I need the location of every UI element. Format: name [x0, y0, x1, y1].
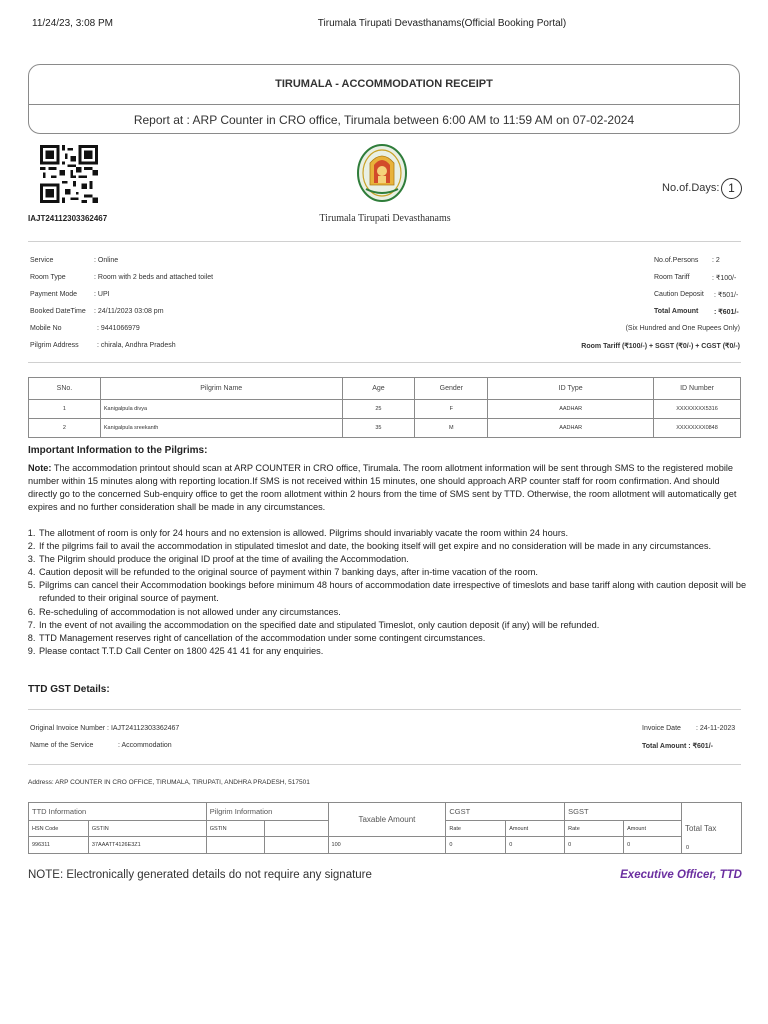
- column-header: ID Type: [488, 378, 654, 400]
- hsn-code-header: HSN Code: [29, 821, 89, 837]
- signatory: Executive Officer, TTD: [620, 869, 742, 881]
- sgst-rate-header: Rate: [565, 821, 624, 837]
- total-tax-header: [681, 803, 741, 854]
- table-cell: M: [415, 419, 488, 438]
- total-tax-label: Total Tax: [684, 823, 717, 833]
- pilgrim-gstin-header: GSTIN: [206, 821, 264, 837]
- qr-code-icon: [40, 145, 98, 203]
- cgst-amount-header: Amount: [506, 821, 565, 837]
- rules-list: [28, 527, 750, 658]
- mobile-label: Mobile No: [30, 325, 62, 332]
- rule-item: 4. Caution deposit will be refunded to the original source of payment within 7 banking days, after in-time vacation of the room.: [38, 566, 750, 579]
- pilgrims-table: [28, 377, 741, 438]
- print-page-title: Tirumala Tirupati Devasthanams(Official Booking Portal): [317, 18, 567, 29]
- receipt-title-box: [28, 64, 740, 134]
- table-cell: 1: [29, 400, 101, 419]
- column-header: SNo.: [29, 378, 101, 400]
- table-cell: XXXXXXXX0848: [654, 419, 741, 438]
- table-cell: F: [415, 400, 488, 419]
- column-header: ID Number: [654, 378, 741, 400]
- total-amount-value: : ₹601/-: [714, 309, 739, 316]
- table-row: [29, 400, 741, 419]
- table-cell: 25: [342, 400, 415, 419]
- amount-in-words: (Six Hundred and One Rupees Only): [625, 325, 740, 332]
- pilgrim-address-value: : chirala, Andhra Pradesh: [97, 342, 176, 349]
- sgst-header: SGST: [565, 803, 682, 821]
- org-name: Tirumala Tirupati Devasthanams: [319, 213, 451, 224]
- gstin-header: GSTIN: [88, 821, 206, 837]
- column-header: Pilgrim Name: [100, 378, 342, 400]
- note-text: The accommodation printout should scan at ARP COUNTER in CRO office, Tirumala. The room allotment information will be sent through SMS to the registered mobile number within 15 minutes along with reporting location.If SMS is not received within 15 minutes, one should approach ARP counter staff for room confirmation. And should directly go to the concerned Sub-enquiry office to get the room allotment within 2 hours from the time of SMS sent by TTD. Otherwise, the room allotment will automatically get expires and no further consideration shall be made in any circumstances.: [28, 463, 737, 512]
- rule-item: 6. Re-scheduling of accommodation is not allowed under any circumstances.: [38, 606, 750, 619]
- pilgrim-address-label: Pilgrim Address: [30, 342, 79, 349]
- divider: [28, 709, 741, 710]
- sgst-rate-cell: 0: [565, 837, 624, 854]
- cgst-header: CGST: [446, 803, 565, 821]
- pilgrim-gstin-cell: [206, 837, 264, 854]
- table-row: [29, 419, 741, 438]
- rule-item: 5. Pilgrims can cancel their Accommodation bookings before minimum 48 hours of accommodation date irrespective of timeslots and base tariff along with caution deposit will be refunded to their original source of payment.: [38, 579, 750, 605]
- gstin-cell: 37AAATT4126E3Z1: [88, 837, 206, 854]
- table-cell: Kanigalpula divya: [100, 400, 342, 419]
- sgst-amount-cell: 0: [624, 837, 682, 854]
- booked-datetime-value: : 24/11/2023 03:08 pm: [94, 308, 164, 315]
- room-tariff-value: : ₹100/-: [712, 275, 737, 282]
- invoice-total-value: ₹601/-: [692, 743, 713, 750]
- invoice-date-label: Invoice Date: [642, 725, 681, 732]
- divider: [28, 362, 741, 363]
- report-at: Report at : ARP Counter in CRO office, Tirumala between 6:00 AM to 11:59 AM on 07-02-2024: [133, 113, 635, 127]
- service-name-value: : Accommodation: [118, 742, 172, 749]
- note-paragraph: [28, 462, 740, 514]
- total-amount-label: Total Amount: [654, 308, 699, 315]
- table-row: [29, 837, 742, 854]
- original-invoice-value: IAJT24112303362467: [110, 725, 180, 732]
- caution-deposit-value: : ₹501/-: [714, 292, 739, 299]
- note-label: Note:: [28, 463, 52, 473]
- rule-item: 9. Please contact T.T.D Call Center on 1800 425 41 41 for any enquiries.: [38, 645, 750, 658]
- table-cell: 35: [342, 419, 415, 438]
- column-header: Age: [342, 378, 415, 400]
- caution-deposit-label: Caution Deposit: [654, 291, 704, 298]
- room-type-label: Room Type: [30, 274, 66, 281]
- service-label: Service: [30, 257, 54, 264]
- gst-heading: TTD GST Details:: [28, 684, 110, 695]
- original-invoice-label: Original Invoice Number :: [30, 725, 109, 732]
- rule-item: 1. The allotment of room is only for 24 hours and no extension is allowed. Pilgrims should invariably vacate the room within 24 hours.: [38, 527, 750, 540]
- table-cell: XXXXXXXX5316: [654, 400, 741, 419]
- gst-tax-table: [28, 802, 742, 854]
- sgst-amount-header: Amount: [624, 821, 682, 837]
- info-heading: Important Information to the Pilgrims:: [28, 445, 208, 456]
- rule-item: 3. The Pilgrim should produce the original ID proof at the time of availing the Accommodation.: [38, 553, 750, 566]
- rule-item: 2. If the pilgrims fail to avail the accommodation in stipulated timeslot and date, the booking itself will get expire and no consideration will be made in any circumstances.: [38, 540, 750, 553]
- column-header: Gender: [415, 378, 488, 400]
- divider: [28, 764, 741, 765]
- divider: [28, 241, 741, 242]
- no-of-days-value: 1: [721, 178, 742, 199]
- pilgrim-info-header: Pilgrim Information: [206, 803, 328, 821]
- invoice-total: [642, 742, 713, 750]
- service-name-label: Name of the Service: [30, 742, 94, 749]
- table-cell: 2: [29, 419, 101, 438]
- invoice-total-label: Total Amount :: [642, 743, 691, 750]
- payment-mode-value: : UPI: [94, 291, 110, 298]
- taxable-amount-header: Taxable Amount: [328, 803, 446, 837]
- print-header: [0, 18, 768, 32]
- table-cell: AADHAR: [488, 419, 654, 438]
- table-cell: AADHAR: [488, 400, 654, 419]
- invoice-date-value: : 24-11-2023: [696, 725, 736, 732]
- print-datetime: 11/24/23, 3:08 PM: [32, 18, 113, 29]
- rule-item: 7. In the event of not availing the accommodation on the specified date and stipulated Timeslot, only caution deposit (if any) will be refunded.: [38, 619, 750, 632]
- original-invoice: [30, 725, 179, 732]
- cgst-rate-cell: 0: [446, 837, 506, 854]
- total-tax-cell: 0: [686, 845, 690, 851]
- ttd-emblem-logo: [356, 143, 408, 205]
- tax-header-row: [29, 803, 742, 821]
- hsn-code-cell: 996311: [29, 837, 89, 854]
- ttd-info-header: TTD Information: [29, 803, 207, 821]
- mobile-value: : 9441066979: [97, 325, 140, 332]
- persons-value: : 2: [712, 257, 720, 264]
- room-type-value: : Room with 2 beds and attached toilet: [94, 274, 214, 281]
- amount-breakup: Room Tariff (₹100/-) + SGST (₹0/-) + CGST (₹0/-): [581, 343, 740, 350]
- booked-datetime-label: Booked DateTime: [30, 308, 86, 315]
- payment-mode-label: Payment Mode: [30, 291, 78, 298]
- cgst-rate-header: Rate: [446, 821, 506, 837]
- table-cell: Kanigalpula sreekanth: [100, 419, 342, 438]
- receipt-title: TIRUMALA - ACCOMMODATION RECEIPT: [29, 65, 739, 105]
- persons-label: No.of.Persons: [654, 257, 699, 264]
- cgst-amount-cell: 0: [506, 837, 565, 854]
- no-of-days-label: No.of.Days:: [662, 182, 720, 194]
- rule-item: 8. TTD Management reserves right of cancellation of the accommodation under some contingent circumstances.: [38, 632, 750, 645]
- pilgrim-extra-cell: [264, 837, 328, 854]
- service-value: : Online: [94, 257, 119, 264]
- room-tariff-label: Room Tariff: [654, 274, 690, 281]
- footer-note: NOTE: Electronically generated details do not require any signature: [28, 869, 372, 881]
- address: Address: ARP COUNTER IN CRO OFFICE, TIRUMALA, TIRUPATI, ANDHRA PRADESH, 517501: [28, 779, 310, 786]
- pilgrim-extra-header: [264, 821, 328, 837]
- taxable-amount-cell: 100: [328, 837, 446, 854]
- table-header-row: [29, 378, 741, 400]
- receipt-id: IAJT24112303362467: [28, 214, 108, 223]
